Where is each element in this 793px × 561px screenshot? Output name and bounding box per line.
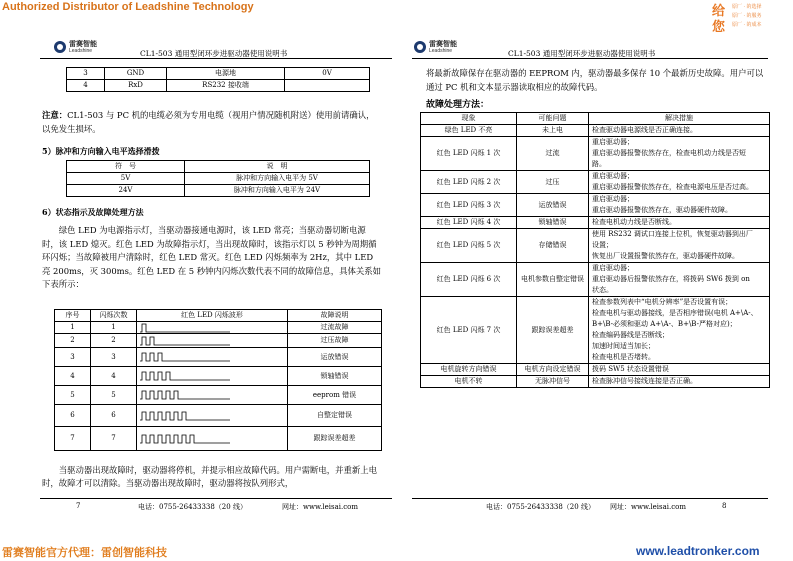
table-header: 闪烁次数	[91, 310, 137, 322]
table-header: 符 号	[67, 161, 185, 173]
eeprom-paragraph: 将最新故障保存在驱动器的 EEPROM 内，驱动器最多保存 10 个最新历史故障。用户可以通过 PC 机和文本显示器读取相应的故障代码。	[426, 68, 764, 92]
blink-count: 4	[91, 367, 137, 386]
page-title: CL1-503 通用型闭环步进驱动器使用说明书	[508, 49, 656, 58]
leadshine-logo	[414, 40, 457, 54]
cause-cell: 存储错误	[517, 229, 589, 263]
fix-line: 重启驱动器后报警依然存在，将拨码 SW6 拨到 on	[592, 275, 750, 283]
fix-line: 检查驱动器电源线是否正确连接。	[592, 126, 697, 134]
manual-page-8	[412, 36, 768, 516]
table-row	[55, 334, 382, 348]
table-cell: 电源地	[167, 68, 285, 80]
fix-cell	[589, 217, 770, 229]
fix-line: 检查脉冲信号接线连接是否正确。	[592, 377, 697, 385]
symptom-cell: 电机不转	[421, 376, 517, 388]
agent-label: 雷赛智能官方代理：雷创智能科技	[2, 546, 167, 559]
table-row	[421, 297, 770, 364]
table-row	[421, 125, 770, 137]
table-row	[55, 322, 382, 334]
brand-char-1: 给	[712, 4, 726, 19]
waveform-cell	[137, 427, 288, 451]
logo-en: Leadshine	[69, 48, 93, 54]
brand-slogan-logo	[712, 0, 792, 34]
symptom-cell: 红色 LED 闪烁 1 次	[421, 137, 517, 171]
brand-char-2: 您	[712, 20, 726, 35]
table-header: 解决措施	[589, 113, 770, 125]
table-row	[421, 137, 770, 171]
logo-cn: 雷赛智能	[429, 39, 457, 48]
table-row	[55, 310, 382, 322]
fix-cell	[589, 297, 770, 364]
fault-description: 自整定错误	[288, 405, 382, 427]
fix-line: B+\B-必须和驱动 A+\A-、B+\B-严格对应)；	[592, 320, 737, 328]
table-cell	[285, 80, 370, 92]
fault-description: 运放错误	[288, 348, 382, 367]
cause-cell: 跟踪误差超差	[517, 297, 589, 364]
table-row	[421, 171, 770, 194]
distributor-title: Authorized Distributor of Leadshine Technology	[2, 1, 254, 13]
table-row	[421, 194, 770, 217]
symptom-cell: 红色 LED 闪烁 7 次	[421, 297, 517, 364]
table-row	[67, 173, 370, 185]
fix-line: 重启驱动器；	[592, 172, 634, 180]
fix-line: 重启驱动器报警依然存在，驱动器硬件故障。	[592, 206, 732, 214]
waveform-line	[140, 337, 230, 345]
fix-line: 设置；	[592, 241, 613, 249]
fix-cell	[589, 171, 770, 194]
waveform-cell	[137, 322, 288, 334]
logo-icon	[54, 41, 66, 53]
table-row	[421, 364, 770, 376]
table-row	[67, 161, 370, 173]
table-header: 故障说明	[288, 310, 382, 322]
footer-phone: 电话：0755-26433338（20 线）	[138, 503, 247, 511]
table-row	[67, 185, 370, 197]
table-cell: 脉冲和方向输入电平为 5V	[185, 173, 370, 185]
footer-phone: 电话：0755-26433338（20 线）	[486, 503, 595, 511]
waveform-cell	[137, 348, 288, 367]
cause-cell: 无脉冲信号	[517, 376, 589, 388]
waveform-cell	[137, 334, 288, 348]
row-number: 2	[55, 334, 91, 348]
table-row	[421, 217, 770, 229]
logo-cn: 雷赛智能	[69, 39, 97, 48]
cable-note	[42, 108, 382, 136]
fix-cell	[589, 137, 770, 171]
page-number: 8	[722, 502, 727, 510]
manual-page-7	[40, 36, 392, 516]
fix-cell	[589, 376, 770, 388]
fix-line: 检查编码器线是否断线；	[592, 331, 669, 339]
table-row	[55, 386, 382, 405]
waveform-line	[140, 372, 230, 380]
fix-cell	[589, 364, 770, 376]
symptom-cell: 红色 LED 闪烁 5 次	[421, 229, 517, 263]
input-level-table	[66, 160, 370, 197]
row-number: 5	[55, 386, 91, 405]
fault-description: 过压故障	[288, 334, 382, 348]
section-5-title: 5）脉冲和方向输入电平选择滑拨	[42, 146, 160, 156]
fault-paragraph: 当驱动器出现故障时，驱动器将停机，并提示相应故障代码。用户需断电，并重新上电时，故障才可以清除。当驱动器出现故障时，驱动器将按队列形式，	[42, 465, 377, 488]
footer-site: 网址：www.leisai.com	[610, 503, 686, 511]
table-header: 说 明	[185, 161, 370, 173]
symptom-cell: 电机旋转方向错误	[421, 364, 517, 376]
table-cell: 脉冲和方向输入电平为 24V	[185, 185, 370, 197]
symptom-cell: 红色 LED 闪烁 6 次	[421, 263, 517, 297]
table-row	[67, 80, 370, 92]
brand-line-3: 原厂 · 的成本	[732, 22, 762, 28]
table-cell: GND	[105, 68, 167, 80]
fault-description: 过流故障	[288, 322, 382, 334]
fix-line: 重启驱动器报警依然存在，检查电机动力线是否短	[592, 149, 746, 157]
table-row	[55, 427, 382, 451]
brand-line-2: 原厂 · 的服务	[732, 13, 762, 19]
footer-rule	[40, 498, 392, 499]
fix-line: 重启驱动器；	[592, 138, 634, 146]
table-row	[421, 229, 770, 263]
section-6-title: 6）状态指示及故障处理方法	[42, 207, 144, 217]
table-header: 可能问题	[517, 113, 589, 125]
fix-line: 重启驱动器；	[592, 195, 634, 203]
footer-rule	[412, 498, 768, 499]
logo-en: Leadshine	[429, 48, 453, 54]
symptom-cell: 红色 LED 闪烁 2 次	[421, 171, 517, 194]
table-cell: 3	[67, 68, 105, 80]
logo-icon	[414, 41, 426, 53]
symptom-cell: 红色 LED 闪烁 3 次	[421, 194, 517, 217]
table-row	[55, 405, 382, 427]
blink-count: 2	[91, 334, 137, 348]
table-cell: RS232 接收端	[167, 80, 285, 92]
note-label: 注意：	[42, 110, 68, 120]
fault-description: eeprom 错误	[288, 386, 382, 405]
table-row	[55, 348, 382, 367]
symptom-cell: 红色 LED 闪烁 4 次	[421, 217, 517, 229]
fix-line: 拨码 SW5 状态设置错误	[592, 365, 669, 373]
blink-table	[54, 309, 382, 451]
fix-line: 检查参数列表中“电机分辨率”是否设置有误；	[592, 298, 733, 306]
cause-cell: 锁轴错误	[517, 217, 589, 229]
blink-waveform	[140, 352, 284, 362]
fix-line: 使用 RS232 调试口连接上位机，恢复驱动器到出厂	[592, 230, 753, 238]
blink-waveform	[140, 371, 284, 381]
table-row	[67, 68, 370, 80]
table-header: 现象	[421, 113, 517, 125]
pin-table	[66, 67, 370, 92]
table-header: 序号	[55, 310, 91, 322]
table-row	[55, 367, 382, 386]
cause-cell: 电机方向设定错误	[517, 364, 589, 376]
cause-cell: 运放错误	[517, 194, 589, 217]
blink-waveform	[140, 390, 284, 400]
fault-description: 锁轴错误	[288, 367, 382, 386]
waveform-cell	[137, 405, 288, 427]
brand-line-1: 原厂 · 的选择	[732, 4, 762, 10]
footer-site: 网址：www.leisai.com	[282, 503, 358, 511]
row-number: 1	[55, 322, 91, 334]
led-paragraph: 绿色 LED 为电源指示灯，当驱动器接通电源时，该 LED 常亮；当驱动器切断电源时，该 LED 熄灭。红色 LED 为故障指示灯，当出现故障时，该指示灯以 5 秒钟为周期循环闪烁；当故障被用户清除时，红色 LED 常灭。红色 LED 闪烁频率为 2Hz，其中 LED 亮 200ms，灭 300ms。红色 LED 在 5 秒钟内闪烁次数代表不同的故障信息，具体关系如下表所示：	[42, 225, 382, 290]
row-number: 6	[55, 405, 91, 427]
blink-count: 5	[91, 386, 137, 405]
page-number: 7	[76, 502, 81, 510]
table-header: 红色 LED 闪烁波形	[137, 310, 288, 322]
fix-line: 加速时间适当加长；	[592, 342, 655, 350]
blink-waveform	[140, 336, 284, 346]
blink-waveform	[140, 434, 284, 444]
header-rule	[412, 58, 768, 59]
symptom-cell: 绿色 LED 不亮	[421, 125, 517, 137]
website-link[interactable]: www.leadtronker.com	[636, 544, 760, 558]
fix-line: 状态。	[592, 286, 613, 294]
table-cell: RxD	[105, 80, 167, 92]
header-rule	[40, 58, 392, 59]
fix-line: 检查电机是否堵转。	[592, 353, 655, 361]
row-number: 7	[55, 427, 91, 451]
table-cell: 24V	[67, 185, 185, 197]
fix-cell	[589, 263, 770, 297]
waveform-cell	[137, 386, 288, 405]
table-row	[421, 376, 770, 388]
fix-cell	[589, 229, 770, 263]
note-text: CL1-503 与 PC 机的电缆必须为专用电缆（视用户情况随机附送）使用前请确认，以免发生损坏。	[42, 110, 375, 134]
fix-line: 检查电机动力线是否断线。	[592, 218, 676, 226]
cause-cell: 过压	[517, 171, 589, 194]
fix-cell	[589, 125, 770, 137]
blink-count: 6	[91, 405, 137, 427]
waveform-cell	[137, 367, 288, 386]
fault-table	[420, 112, 770, 388]
table-cell: 5V	[67, 173, 185, 185]
fix-line: 恢复出厂设置报警依然存在，驱动器硬件故障。	[592, 252, 739, 260]
row-number: 3	[55, 348, 91, 367]
fix-line: 检查电机与驱动器接线，是否相序错误(电机 A+\A-、	[592, 309, 758, 317]
page-title: CL1-503 通用型闭环步进驱动器使用说明书	[140, 49, 288, 58]
fix-line: 重启驱动器报警依然存在，检查电源电压是否过高。	[592, 183, 753, 191]
leadshine-logo	[54, 40, 97, 54]
fix-line: 路。	[592, 160, 606, 168]
table-row	[421, 263, 770, 297]
cause-cell: 未上电	[517, 125, 589, 137]
waveform-line	[140, 412, 230, 420]
blink-count: 1	[91, 322, 137, 334]
table-row	[421, 113, 770, 125]
section-title: 故障处理方法：	[426, 100, 490, 110]
cause-cell: 过流	[517, 137, 589, 171]
fix-line: 重启驱动器；	[592, 264, 634, 272]
table-cell: 4	[67, 80, 105, 92]
row-number: 4	[55, 367, 91, 386]
blink-count: 7	[91, 427, 137, 451]
blink-waveform	[140, 411, 284, 421]
waveform-line	[140, 435, 230, 443]
fix-cell	[589, 194, 770, 217]
waveform-line	[140, 353, 230, 361]
cause-cell: 电机参数自整定错误	[517, 263, 589, 297]
fault-description: 跟踪误差超差	[288, 427, 382, 451]
blink-count: 3	[91, 348, 137, 367]
blink-waveform	[140, 323, 284, 333]
waveform-line	[140, 324, 230, 332]
table-cell: 0V	[285, 68, 370, 80]
waveform-line	[140, 391, 230, 399]
